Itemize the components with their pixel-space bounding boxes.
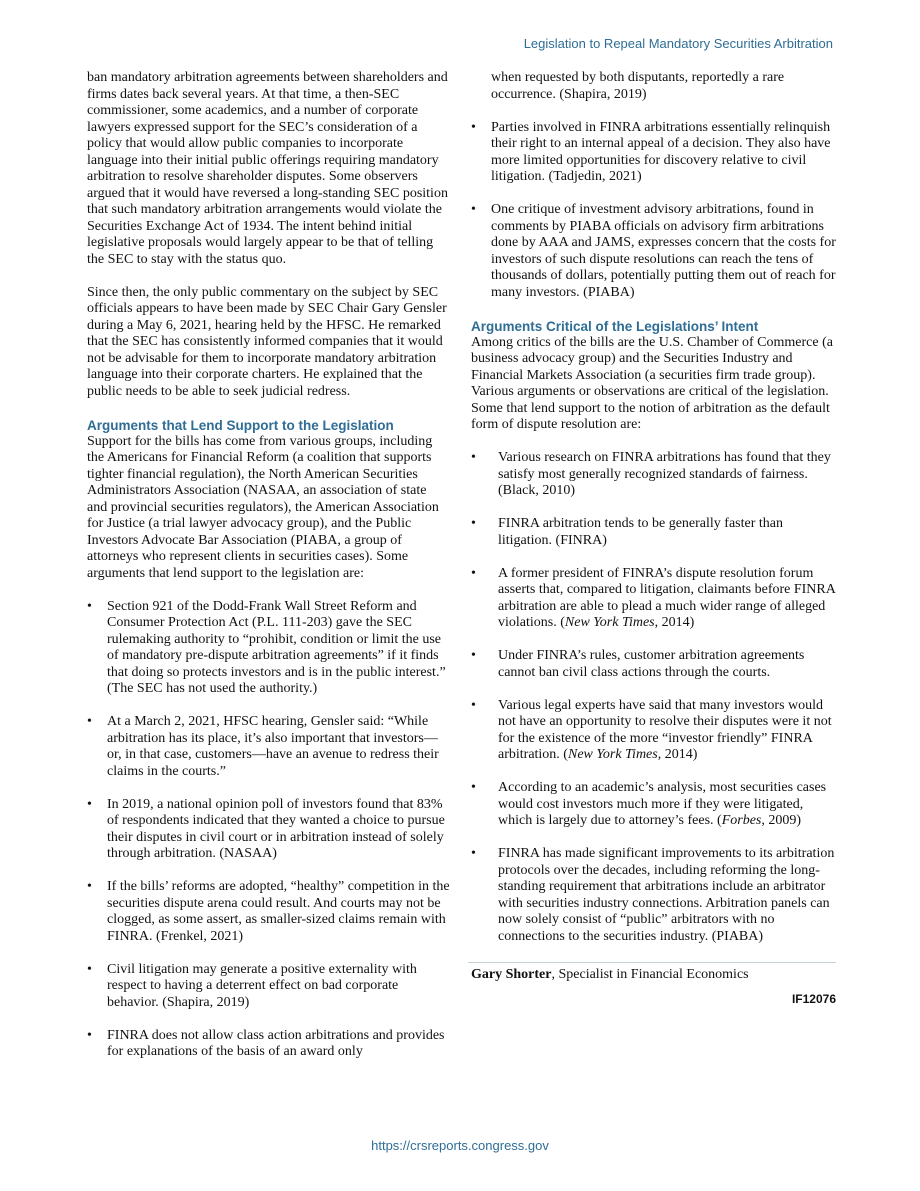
support-bullet-list <box>87 599 450 1061</box>
paragraph: Since then, the only public commentary on the subject by SEC officials appears to have been made by SEC Chair Gary Gensler during a May 6, 2021, hearing held by the HFSC. He remarked that the SEC has consistently informed companies that it would not be advisable for them to incorporate mandatory arbitration language into their corporate charters. He explained that the public needs to be able to seek judicial redress. <box>87 284 447 399</box>
report-code: IF12076 <box>791 992 836 1006</box>
list-item-text: A former president of FINRA’s dispute resolution forum asserts that, compared to litigation, claimants before FINRA arbitration are able to plead a much wider range of alleged violations. (New York Times, 2014) <box>498 565 836 630</box>
bullet-icon: • <box>87 598 92 614</box>
paragraph: Among critics of the bills are the U.S. Chamber of Commerce (a business advocacy group) and the Securities Industry and Financial Markets Association (a securities firm trade group). Various arguments or observations are critical of the legislation. Some that lend support to the notion of arbitration as the default form of dispute resolution are: <box>471 334 833 432</box>
list-item <box>87 599 450 698</box>
bullet-icon: • <box>87 796 92 812</box>
list-item-text: Under FINRA’s rules, customer arbitration agreements cannot ban civil class actions through the courts. <box>498 648 805 680</box>
list-item <box>471 648 836 681</box>
bullet-icon: • <box>471 648 476 663</box>
list-item-text: If the bills’ reforms are adopted, “healthy” competition in the securities dispute arena could result. And courts may not be clogged, as some assert, as smaller-sized claims remain with FINRA. (Frenkel, 2021) <box>107 879 450 944</box>
list-item-text: According to an academic’s analysis, most securities cases would cost investors much more if they were litigated, which is largely due to attorney’s fees. (Forbes, 2009) <box>498 780 827 828</box>
footer-url[interactable]: https://crsreports.congress.gov <box>371 1138 549 1153</box>
list-item <box>471 846 836 945</box>
bullet-icon: • <box>87 1027 92 1043</box>
list-item-text: Parties involved in FINRA arbitrations essentially relinquish their right to an internal appeal of a decision. They also have more limited opportunities for discovery relative to civil litigation. (Tadjedin, 2021) <box>491 119 831 184</box>
list-item <box>471 202 836 301</box>
list-item-text: FINRA arbitration tends to be generally faster than litigation. (FINRA) <box>498 516 783 548</box>
list-item <box>87 962 450 1012</box>
bullet-icon: • <box>87 879 92 894</box>
list-item-text: Various research on FINRA arbitrations has found that they satisfy most generally recognized standards of fairness. (Black, 2010) <box>498 450 831 498</box>
critical-bullet-list <box>471 450 836 945</box>
list-item <box>471 566 836 632</box>
list-item <box>471 516 836 549</box>
list-item-continuation: when requested by both disputants, reportedly a rare occurrence. (Shapira, 2019) <box>491 70 785 102</box>
bullet-icon: • <box>471 450 476 465</box>
list-item <box>87 1028 450 1061</box>
divider <box>468 962 836 963</box>
list-item-text: In 2019, a national opinion poll of investors found that 83% of respondents indicated that they wanted a choice to pursue their disputes in civil court or in arbitration instead of solely through arbitration. (NASAA) <box>107 796 445 861</box>
support-bullet-list-continued <box>471 120 836 302</box>
list-item-text: FINRA does not allow class action arbitrations and provides for explanations of the basis of an award only <box>107 1027 445 1059</box>
citation-title: Forbes <box>721 813 762 828</box>
section-heading-support: Arguments that Lend Support to the Legislation <box>87 417 394 433</box>
bullet-icon: • <box>471 516 476 531</box>
list-item <box>471 120 836 186</box>
list-item-text: FINRA has made significant improvements to its arbitration protocols over the decades, including reforming the long-standing requirement that arbitrations include an arbitrator with securities industry connections. Arbitration panels can now solely consist of “public” arbitrators with no connections to the securities industry. (PIABA) <box>498 846 835 944</box>
section-heading-critical: Arguments Critical of the Legislations’ Intent <box>471 318 759 334</box>
list-item <box>87 797 450 863</box>
bullet-icon: • <box>471 846 476 861</box>
bullet-icon: • <box>471 202 476 217</box>
list-item-text: Various legal experts have said that many investors would not have an opportunity to resolve their disputes were it not for the existence of the more “investor friendly” FINRA arbitration. (New York Times, 2014) <box>498 697 832 762</box>
bullet-icon: • <box>471 780 476 795</box>
paragraph: ban mandatory arbitration agreements between shareholders and firms dates back several years. At that time, a then-SEC commissioner, some academics, and a number of corporate lawyers expressed support for the SEC’s consideration of a policy that would allow public companies to incorporate language into their initial public offerings requiring mandatory arbitration to resolve shareholder disputes. Some observers argued that it would have reversed a long-standing SEC position that such mandatory arbitration arrangements would violate the Securities Exchange Act of 1934. The intent behind initial legislative proposals would largely appear to be that of telling the SEC to stay with the status quo. <box>87 70 448 267</box>
bullet-icon: • <box>471 119 476 135</box>
author-name: Gary Shorter <box>471 966 552 982</box>
list-item-text: One critique of investment advisory arbitrations, found in comments by PIABA officials on advisory firm arbitrations done by AAA and JAMS, expresses concern that the costs for investors of such dispute resolutions can reach the tens of thousands of dollars, potentially putting them out of reach for many investors. (PIABA) <box>491 202 836 300</box>
list-item <box>471 450 836 500</box>
left-column <box>87 70 450 1077</box>
list-item <box>471 780 836 830</box>
right-column <box>471 70 836 1008</box>
list-item <box>471 698 836 764</box>
list-item <box>87 879 450 945</box>
list-item-text: Section 921 of the Dodd-Frank Wall Street Reform and Consumer Protection Act (P.L. 111-203) gave the SEC rulemaking authority to “prohibit, condition or limit the use of mandatory pre-dispute arbitration agreements” if it finds that doing so protects investors and is in the public interest.” (The SEC has not used the authority.) <box>107 598 446 696</box>
bullet-icon: • <box>87 961 92 977</box>
bullet-icon: • <box>471 565 476 581</box>
author-line <box>471 967 836 984</box>
citation-title: New York Times <box>564 615 655 630</box>
author-title: , Specialist in Financial Economics <box>551 966 749 982</box>
citation-title: New York Times <box>567 747 658 762</box>
list-item <box>87 714 450 780</box>
list-item-text: At a March 2, 2021, HFSC hearing, Gensler said: “While arbitration has its place, it’s also important that investors—or, in that case, customers—have an avenue to redress their claims in the courts.” <box>107 714 439 779</box>
running-header: Legislation to Repeal Mandatory Securities Arbitration <box>523 36 833 51</box>
bullet-icon: • <box>87 714 92 729</box>
paragraph: Support for the bills has come from various groups, including the Americans for Financial Reform (a coalition that supports tighter financial regulation), the North American Securities Administrators Association (NASAA, an association of state and provincial securities regulators), the American Association for Justice (a trial lawyer advocacy group), and the Public Investors Advocate Bar Association (PIABA, a group of attorneys who represent clients in securities cases). Some arguments that lend support to the legislation are: <box>87 433 439 581</box>
bullet-icon: • <box>471 697 476 713</box>
list-item-text: Civil litigation may generate a positive externality with respect to having a deterrent effect on bad corporate behavior. (Shapira, 2019) <box>107 961 417 1010</box>
